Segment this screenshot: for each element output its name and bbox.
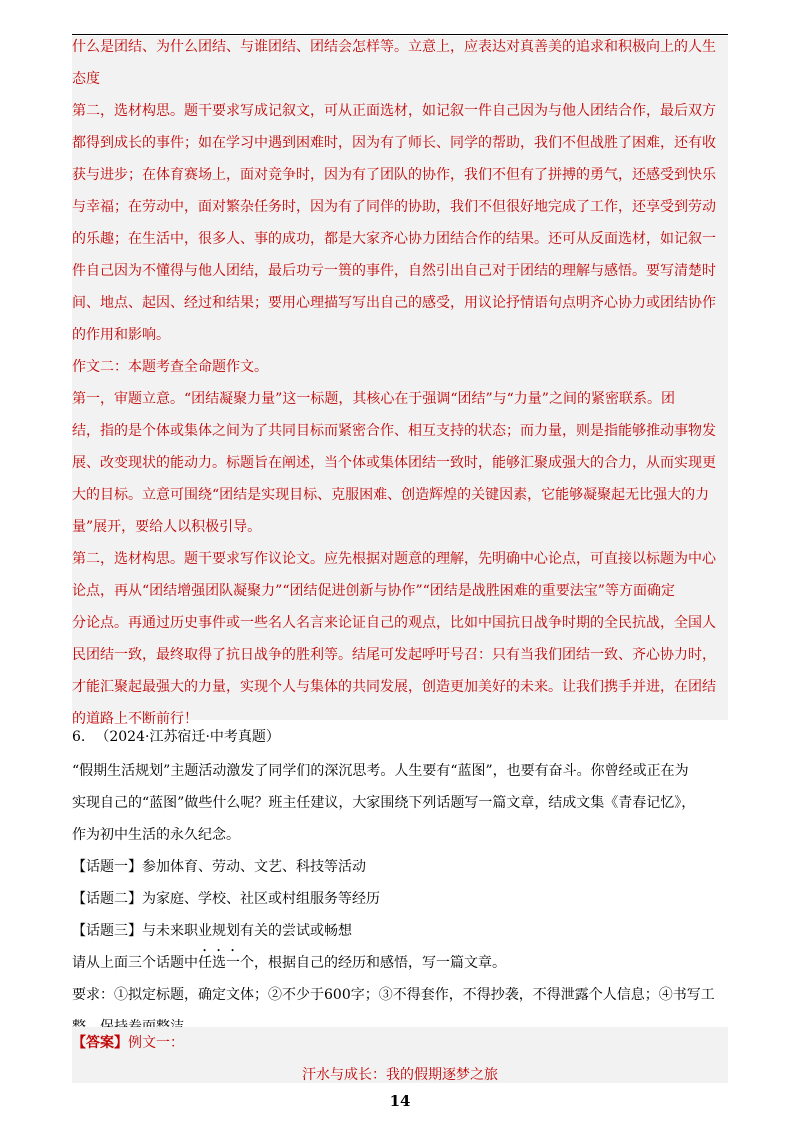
question-prompt: 作为初中生活的永久纪念。 bbox=[72, 827, 240, 843]
topic-item: 【话题一】参加体育、劳动、文艺、科技等活动 bbox=[72, 859, 366, 875]
page-number: 14 bbox=[389, 1092, 411, 1110]
analysis-line: 什么是团结、为什么团结、与谁团结、团结会怎样等。立意上，应表达对真善美的追求和积极向上的人生 bbox=[72, 39, 716, 55]
analysis-line: 论点，再从“团结增强团队凝聚力”“团结促进创新与协作”“团结是战胜困难的重要法宝”等方面确定 bbox=[72, 583, 675, 599]
question-heading bbox=[72, 721, 728, 753]
analysis-line: 件自己因为不懂得与他人团结，最后功亏一篑的事件，自然引出自己对于团结的理解与感悟。要写清楚时 bbox=[72, 263, 716, 279]
analysis-line: 作文二：本题考查全命题作文。 bbox=[72, 359, 268, 375]
analysis-line: 展、改变现状的能动力。标题旨在阐述，当个体或集体团结一致时，能够汇聚成强大的合力，从而实现更 bbox=[72, 455, 716, 471]
analysis-line: 的道路上不断前行！ bbox=[72, 711, 198, 727]
analysis-line: 第一，审题立意。“团结凝聚力量”这一标题，其核心在于强调“团结”与“力量”之间的紧密联系。团 bbox=[72, 391, 675, 407]
instruction-text: 请从上面三个话题中 bbox=[72, 955, 198, 971]
analysis-line: 量”展开，要给人以积极引导。 bbox=[72, 519, 262, 535]
answer-line bbox=[72, 1027, 728, 1059]
analysis-line: 都得到成长的事件；如在学习中遇到困难时，因为有了师长、同学的帮助，我们不但战胜了困难，还有收 bbox=[72, 135, 716, 151]
analysis-line: 分论点。再通过历史事件或一些名人名言来论证自己的观点，比如中国抗日战争时期的全民抗战，全国人 bbox=[72, 615, 716, 631]
analysis-line: 才能汇聚起最强大的力量，实现个人与集体的共同发展，创造更加美好的未来。让我们携手并进，在团结 bbox=[72, 679, 716, 695]
topic-item: 【话题三】与未来职业规划有关的尝试或畅想 bbox=[72, 923, 352, 939]
instruction-text: 个，根据自己的经历和感悟，写一篇文章。 bbox=[240, 955, 506, 971]
question-source: （2024·江苏宿迁·中考真题） bbox=[95, 729, 280, 745]
sample-label: 例文一： bbox=[128, 1035, 184, 1051]
question-number: 6. bbox=[72, 729, 86, 745]
emphasized-text: 任选一 bbox=[198, 955, 240, 971]
analysis-line: 民团结一致，最终取得了抗日战争的胜利等。结尾可发起呼吁号召：只有当我们团结一致、齐心协力时， bbox=[72, 647, 716, 663]
analysis-line: 的乐趣；在生活中，很多人、事的成功，都是大家齐心协力团结合作的结果。还可从反面选材，如记叙一 bbox=[72, 231, 716, 247]
analysis-line: 第二，选材构思。题干要求写成记叙文，可从正面选材，如记叙一件自己因为与他人团结合作，最后双方 bbox=[72, 103, 716, 119]
topic-item: 【话题二】为家庭、学校、社区或村组服务等经历 bbox=[72, 891, 380, 907]
requirement-line: 要求：①拟定标题，确定文体；②不少于600字；③不得套作，不得抄袭，不得泄露个人信息；④书写工 bbox=[72, 987, 715, 1003]
analysis-line: 与幸福；在劳动中，面对繁杂任务时，因为有了同伴的协助，我们不但很好地完成了工作，还享受到劳动 bbox=[72, 199, 716, 215]
essay-title: 汗水与成长：我的假期逐梦之旅 bbox=[302, 1067, 498, 1083]
analysis-line: 态度 bbox=[72, 71, 100, 87]
analysis-line: 第二，选材构思。题干要求写作议论文。应先根据对题意的理解，先明确中心论点，可直接以标题为中心 bbox=[72, 551, 716, 567]
analysis-line: 结，指的是个体或集体之间为了共同目标而紧密合作、相互支持的状态；而力量，则是指能够推动事物发 bbox=[72, 423, 716, 439]
analysis-line: 获与进步；在体育赛场上，面对竞争时，因为有了团队的协作，我们不但有了拼搏的勇气，还感受到快乐 bbox=[72, 167, 716, 183]
analysis-line: 的作用和影响。 bbox=[72, 327, 170, 343]
answer-label: 【答案】 bbox=[72, 1035, 128, 1051]
instruction-line bbox=[72, 947, 728, 979]
question-prompt: “假期生活规划”主题活动激发了同学们的深沉思考。人生要有“蓝图”，也要有奋斗。你曾经或正在为 bbox=[72, 763, 689, 779]
analysis-line: 大的目标。立意可围绕“团结是实现目标、克服困难、创造辉煌的关键因素，它能够凝聚起无比强大的力 bbox=[72, 487, 710, 503]
question-prompt: 实现自己的“蓝图”做些什么呢？班主任建议，大家围绕下列话题写一篇文章，结成文集《青春记忆》， bbox=[72, 795, 696, 811]
analysis-line: 间、地点、起因、经过和结果；要用心理描写写出自己的感受，用议论抒情语句点明齐心协力或团结协作 bbox=[72, 295, 716, 311]
